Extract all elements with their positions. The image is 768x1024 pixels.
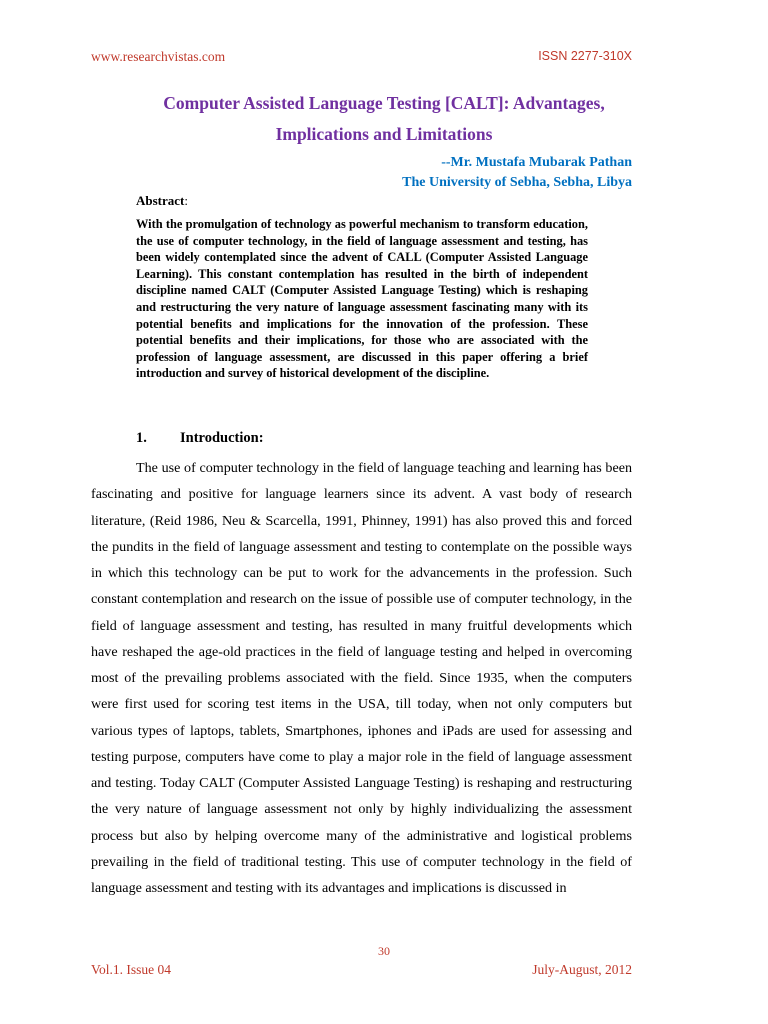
volume-issue: Vol.1. Issue 04 xyxy=(91,962,172,977)
section-title: Introduction: xyxy=(180,430,264,446)
author-name: --Mr. Mustafa Mubarak Pathan xyxy=(441,155,632,170)
section-heading xyxy=(136,430,264,447)
issn-label: ISSN 2277-310X xyxy=(538,49,632,63)
paper-title-line-1: Computer Assisted Language Testing [CALT]: Advantages, xyxy=(163,93,605,113)
website-link[interactable]: www.researchvistas.com xyxy=(91,49,226,64)
abstract-colon: : xyxy=(184,193,189,208)
page-number: 30 xyxy=(378,944,390,958)
publication-date: July-August, 2012 xyxy=(532,962,632,977)
abstract-text: With the promulgation of technology as powerful mechanism to transform education, the use of computer technology, in the field of language assessment and testing, has been widely contemplated since the advent of CALL (Computer Assisted Language Learning). This constant contemplation has resulted in the birth of independent discipline named CALT (Computer Assisted Language Testing) which is reshaping and restructuring the very nature of language assessment fascinating many with its potential benefits and implications for the innovation of the profession. These potential benefits and their implications, for those who are associated with the profession of language assessment, are discussed in this paper offering a brief introduction and survey of historical development of the discipline. xyxy=(136,217,588,381)
section-number: 1. xyxy=(136,430,147,446)
introduction-body: The use of computer technology in the field of language teaching and learning has been fascinating and positive for language learners since its advent. A vast body of research literature, (Reid 1986, Neu & Scarcella, 1991, Phinney, 1991) has also proved this and forced the pundits in the field of language assessment and testing to contemplate on the possible ways in which this technology can be put to work for the advancements in the profession. Such constant contemplation and research on the issue of possible use of computer technology, in the field of language assessment and testing, has resulted in many fruitful developments which have reshaped the age-old practices in the field of language testing and helped in overcoming most of the prevailing problems associated with the field. Since 1935, when the computers were first used for scoring test items in the USA, till today, when not only computers but various types of laptops, tablets, Smartphones, iphones and iPads are used for assessing and testing purpose, computers have come to play a major role in the field of language assessment and testing. Today CALT (Computer Assisted Language Testing) is reshaping and restructuring the very nature of language assessment not only by highly individualizing the assessment process but also by helping overcome many of the administrative and logistical problems prevailing in the field of traditional testing. This use of computer technology in the field of language assessment and testing with its advantages and implications is discussed in xyxy=(91,460,632,896)
paper-title-line-2: Implications and Limitations xyxy=(275,124,493,144)
abstract-label: Abstract xyxy=(136,193,185,208)
author-affiliation: The University of Sebha, Sebha, Libya xyxy=(402,175,632,190)
abstract-heading xyxy=(136,193,188,209)
